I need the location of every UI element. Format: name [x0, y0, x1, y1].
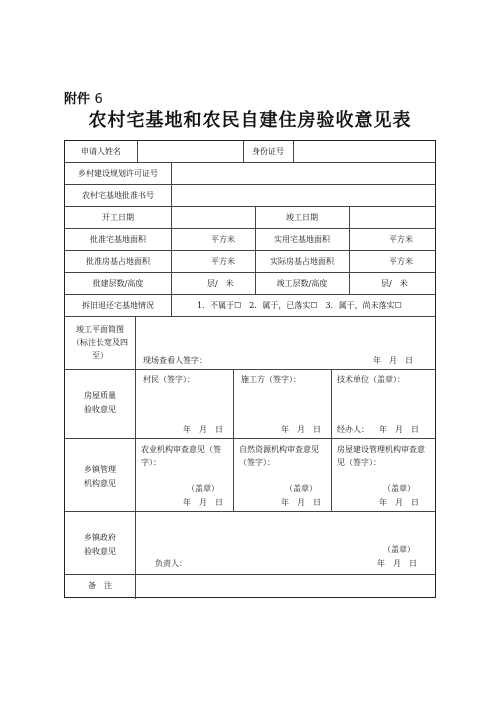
unit-floor: 层/ 米 [207, 279, 234, 288]
villager-sign: 村民（签字）： [143, 375, 195, 384]
date-field: 年 月 日 [377, 559, 417, 568]
plan-sketch-label: 竣工平面简图（标注长宽及四至） [72, 325, 128, 360]
site-inspector-sign: 现场查看人签字： [143, 356, 207, 365]
actual-footprint-label: 实际房基占地面积 [270, 257, 334, 266]
date-field: 年 月 日 [281, 425, 321, 434]
remarks-label: 备 注 [88, 581, 112, 590]
approved-floors-label: 批建层数/高度 [92, 279, 144, 288]
unit-sqm: 平方米 [211, 257, 235, 266]
builder-sign: 施工方（签字）： [241, 375, 301, 384]
approved-homestead-area-label: 批准宅基地面积 [90, 235, 146, 244]
unit-floor: 层/ 米 [381, 279, 408, 288]
start-date-label: 开工日期 [102, 213, 134, 222]
id-number-label: 身份证号 [252, 147, 284, 156]
date-field: 年 月 日 [379, 425, 419, 434]
handler-label: 经办人： [337, 425, 369, 434]
unit-sqm: 平方米 [211, 235, 235, 244]
approved-footprint-label: 批准房基占地面积 [86, 257, 150, 266]
page-title: 农村宅基地和农民自建住房验收意见表 [88, 110, 412, 131]
township-gov-label: 乡镇政府验收意见 [84, 533, 116, 556]
date-field: 年 月 日 [183, 498, 223, 507]
seal-label: （盖章） [383, 545, 415, 554]
responsible-label: 负责人： [155, 559, 187, 568]
date-field: 年 月 日 [379, 498, 419, 507]
agri-opinion: 农业机构审查意见（签字）： [141, 445, 221, 467]
natres-opinion: 自然资源机构审查意见（签字）： [239, 445, 319, 467]
completed-floors-label: 竣工层数/高度 [276, 279, 328, 288]
date-field: 年 月 日 [373, 356, 413, 365]
date-field: 年 月 日 [281, 498, 321, 507]
unit-sqm: 平方米 [389, 257, 413, 266]
demolition-label: 拆旧退还宅基地情况 [82, 301, 154, 310]
seal-label: （盖章） [383, 484, 415, 493]
demolition-options: 1．不属于☐ 2．属于，已落实☐ 3．属于，尚未落实☐ [197, 301, 402, 310]
township-org-label: 乡镇管理机构意见 [84, 465, 116, 488]
seal-label: （盖章） [285, 484, 317, 493]
applicant-name-label: 申请人姓名 [81, 147, 121, 156]
attachment-number: 6 [94, 92, 103, 107]
attachment-label: 附件 6 [64, 92, 103, 107]
unit-sqm: 平方米 [389, 235, 413, 244]
tech-unit-seal: 技术单位（盖章）： [337, 375, 405, 384]
seal-label: （盖章） [187, 484, 219, 493]
actual-homestead-area-label: 实用宅基地面积 [274, 235, 330, 244]
quality-opinion-label: 房屋质量验收意见 [84, 391, 116, 414]
completion-date-label: 竣工日期 [286, 213, 318, 222]
date-field: 年 月 日 [183, 425, 223, 434]
housing-opinion: 房屋建设管理机构审查意见（签字）： [337, 445, 425, 467]
homestead-approval-label: 农村宅基地批准书号 [82, 191, 154, 200]
planning-permit-label: 乡村建设规划许可证号 [78, 169, 158, 178]
acceptance-form [64, 140, 436, 598]
